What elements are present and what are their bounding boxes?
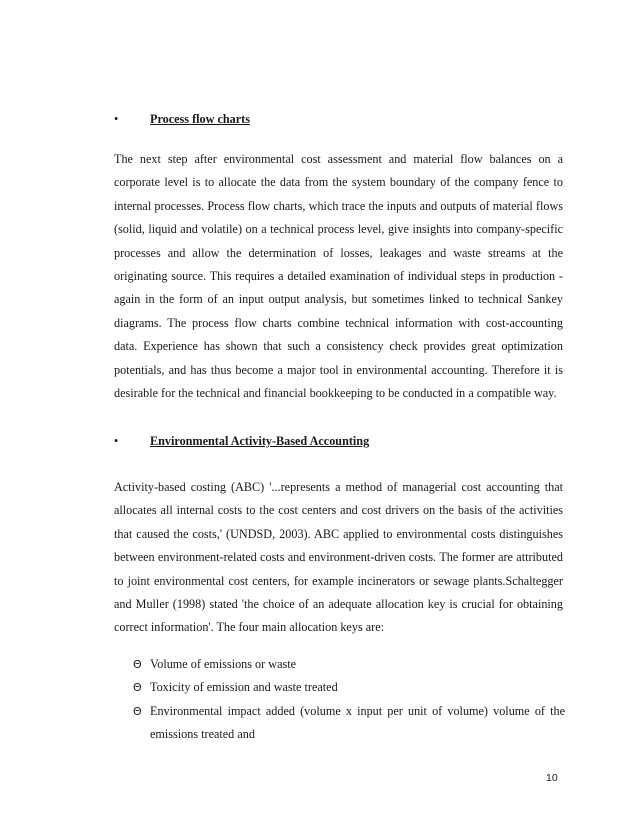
theta-bullet-icon: Θ bbox=[133, 681, 142, 695]
theta-bullet-icon: Θ bbox=[133, 704, 142, 718]
heading-text: Process flow charts bbox=[150, 112, 250, 126]
list-item bbox=[133, 653, 565, 676]
list-item bbox=[133, 700, 565, 747]
bullet-icon: • bbox=[114, 434, 119, 448]
theta-bullet-icon: Θ bbox=[133, 658, 142, 671]
list-item-text: Environmental impact added (volume x input per unit of volume) volume of the emissions treated and bbox=[150, 703, 565, 742]
bullet-icon: • bbox=[114, 112, 119, 126]
list-item-text: Toxicity of emission and waste treated bbox=[150, 680, 338, 695]
list-item bbox=[133, 676, 565, 699]
paragraph-environmental-abc: Activity-based costing (ABC) '...represents a method of managerial cost accounting that allocates all internal costs to the cost centers and cost drivers on the basis of the activities that caused the costs,' (UNDSD, 2003). ABC applied to environmental costs distinguishes between environment-related costs and environment-driven costs. The former are attributed to joint environmental cost centers, for example incinerators or sewage plants.Schaltegger and Muller (1998) stated 'the choice of an adequate allocation key is crucial for obtaining correct information'. The four main allocation keys are: bbox=[114, 480, 563, 635]
list-item-text: Volume of emissions or waste bbox=[150, 657, 297, 671]
allocation-keys-list bbox=[133, 653, 565, 747]
heading-text: Environmental Activity-Based Accounting bbox=[150, 434, 370, 448]
paragraph-process-flow-charts: The next step after environmental cost assessment and material flow balances on a corporate level is to allocate the data from the system boundary of the company fence to internal processes. Process flow charts, which trace the inputs and outputs of material flows (solid, liquid and volatile) on a technical process level, give insights into company-specific processes and allow the determination of losses, leakages and waste streams at the originating source. This requires a detailed examination of individual steps in production - again in the form of an input output analysis, but sometimes linked to technical Sankey diagrams. The process flow charts combine technical information with cost-accounting data. Experience has shown that such a consistency check provides great optimization potentials, and has thus become a major tool in environmental accounting. Therefore it is desirable for the technical and financial bookkeeping to be conducted in a compatible way. bbox=[114, 152, 563, 401]
page-number: 10 bbox=[546, 772, 558, 784]
